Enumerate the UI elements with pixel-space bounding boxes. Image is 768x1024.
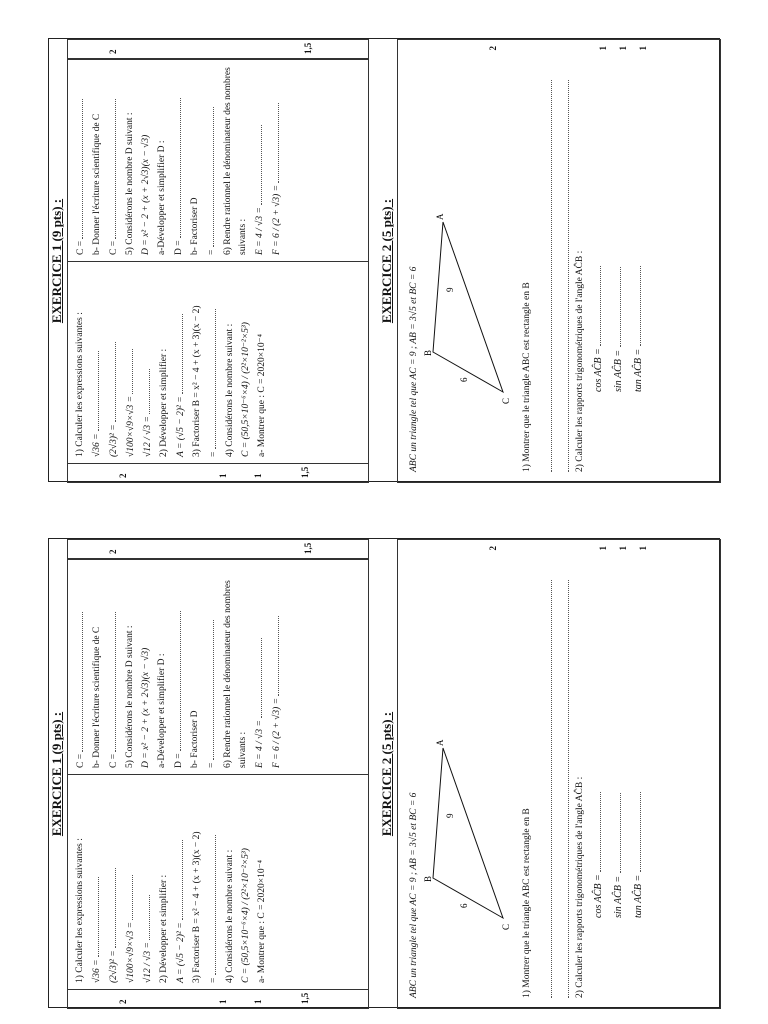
points-label: 1 [598, 46, 608, 51]
points-column-right [68, 40, 368, 59]
expression: C = (50,5×10⁻⁶×4) / (2²×10⁻²×5³) [241, 322, 251, 457]
expression: A = (√5 − 2)² = [176, 919, 186, 983]
points-label: 2 [108, 549, 118, 554]
points-label: 1,5 [300, 992, 310, 1004]
side-length-cb: 6 [459, 903, 469, 908]
sub-question: a-Développer et simplifier D : [157, 140, 167, 255]
expression: (2√3)² = [109, 421, 119, 457]
sub-question: b- Donner l'écriture scientifique de C [92, 113, 102, 255]
expression: E = 4 / √3 = [255, 204, 265, 255]
points-label: 1 [618, 46, 628, 51]
triangle-figure [423, 212, 513, 412]
points-label: 2 [108, 49, 118, 54]
points-label: 1 [618, 546, 628, 551]
vertex-label-a: A [435, 739, 445, 746]
triangle-figure [423, 738, 513, 938]
exercise-1-column-2 [68, 59, 368, 261]
points-label: 1 [218, 473, 228, 478]
sin-ratio: sin AĈB = [613, 347, 624, 392]
expression: √12 / √3 = [143, 939, 153, 983]
sub-question: b- Factoriser D [190, 197, 200, 255]
points-label: 1,5 [303, 42, 313, 54]
expression: D = x² − 2 + (x + 2√3)(x − √3) [141, 647, 151, 768]
answer-line: = [207, 760, 217, 768]
expression: √100×√9×√3 = [126, 393, 136, 457]
expression: √100×√9×√3 = [126, 919, 136, 983]
answer-line: C = [109, 751, 119, 768]
points-label: 1 [253, 999, 263, 1004]
sub-question: a- Montrer que : C = 2020×10⁻⁴ [257, 334, 267, 457]
question-6: 6) Rendre rationnel le dénominateur des nombres suivants : [223, 580, 248, 768]
exercise-1-title: EXERCICE 1 (9 pts) : [49, 711, 64, 837]
question-6: 6) Rendre rationnel le dénominateur des nombres suivants : [223, 67, 248, 255]
answer-line [539, 80, 552, 472]
sub-question: b- Donner l'écriture scientifique de C [92, 626, 102, 768]
exercise-2 [379, 539, 721, 1009]
answer-line [556, 580, 569, 998]
exercise-2-question-2: 2) Calculer les rapports trigonométriques de l'angle AĈB : [575, 250, 585, 472]
cos-ratio: cos AĈB = [593, 345, 604, 392]
exercise-1-column-1 [68, 774, 368, 989]
points-label: 1 [638, 46, 648, 51]
question-2: 2) Développer et simplifier : [159, 348, 169, 457]
answer-line: = [207, 247, 217, 255]
side-length-ba: 9 [445, 813, 455, 818]
expression: √12 / √3 = [143, 413, 153, 457]
question-5: 5) Considérons le nombre D suivant : [125, 112, 135, 255]
answer-line: = [209, 449, 219, 457]
points-label: 2 [118, 473, 128, 478]
exercise-1-title: EXERCICE 1 (9 pts) : [49, 198, 64, 324]
tan-ratio: tan AĈB = [633, 872, 644, 918]
exercise-2 [379, 39, 721, 483]
exercise-2-title: EXERCICE 2 (5 pts) : [379, 198, 394, 324]
expression: (2√3)² = [109, 947, 119, 983]
points-column-left [68, 463, 368, 482]
question-1: 1) Calculer les expressions suivantes : [75, 838, 85, 983]
vertex-label-b: B [423, 349, 433, 356]
expression: √36 = [92, 431, 102, 457]
points-label: 2 [488, 46, 498, 51]
question-4: 4) Considérons le nombre suivant : [225, 849, 235, 983]
exam-copy-top [48, 38, 720, 482]
answer-line [556, 80, 569, 472]
expression: √36 = [92, 957, 102, 983]
exercise-2-question-1: 1) Montrer que le triangle ABC est rectangle en B [522, 282, 532, 472]
exercise-2-intro: ABC un triangle tel que AC = 9 ; AB = 3√5 et BC = 6 [409, 792, 419, 998]
expression: F = 6 / (2 + √3) = [272, 695, 282, 768]
exercise-1-column-1 [68, 261, 368, 463]
answer-line: C = [76, 751, 86, 768]
vertex-label-a: A [435, 213, 445, 220]
side-length-cb: 6 [459, 377, 469, 382]
sub-question: a- Montrer que : C = 2020×10⁻⁴ [257, 860, 267, 983]
points-label: 1 [218, 999, 228, 1004]
question-1: 1) Calculer les expressions suivantes : [75, 312, 85, 457]
sin-ratio: sin AĈB = [613, 873, 624, 918]
exam-copy-bottom [48, 538, 720, 1008]
points-column-left [68, 989, 368, 1008]
side-length-ba: 9 [445, 287, 455, 292]
answer-line: C = [76, 238, 86, 255]
points-label: 1 [253, 473, 263, 478]
tan-ratio: tan AĈB = [633, 346, 644, 392]
expression: F = 6 / (2 + √3) = [272, 182, 282, 255]
expression: A = (√5 − 2)² = [176, 393, 186, 457]
points-column-right [68, 540, 368, 559]
answer-line: D = [174, 751, 184, 768]
question-3: 3) Factoriser B = x² − 4 + (x + 3)(x − 2) [192, 831, 202, 983]
question-5: 5) Considérons le nombre D suivant : [125, 625, 135, 768]
answer-line: C = [109, 238, 119, 255]
points-label: 2 [118, 999, 128, 1004]
vertex-label-c: C [501, 397, 511, 404]
vertex-label-b: B [423, 875, 433, 882]
expression: E = 4 / √3 = [255, 717, 265, 768]
exercise-2-title: EXERCICE 2 (5 pts) : [379, 711, 394, 837]
exercise-1 [49, 39, 369, 483]
exercise-2-intro: ABC un triangle tel que AC = 9 ; AB = 3√5 et BC = 6 [409, 266, 419, 472]
exercise-2-question-1: 1) Montrer que le triangle ABC est rectangle en B [522, 808, 532, 998]
expression: D = x² − 2 + (x + 2√3)(x − √3) [141, 134, 151, 255]
exercise-1-column-2 [68, 559, 368, 774]
points-label: 1,5 [300, 466, 310, 478]
question-2: 2) Développer et simplifier : [159, 874, 169, 983]
sub-question: b- Factoriser D [190, 710, 200, 768]
question-4: 4) Considérons le nombre suivant : [225, 323, 235, 457]
points-label: 1 [598, 546, 608, 551]
points-label: 1 [638, 546, 648, 551]
exercise-2-question-2: 2) Calculer les rapports trigonométriques de l'angle AĈB : [575, 776, 585, 998]
answer-line: D = [174, 238, 184, 255]
cos-ratio: cos AĈB = [593, 871, 604, 918]
sub-question: a-Développer et simplifier D : [157, 653, 167, 768]
expression: C = (50,5×10⁻⁶×4) / (2²×10⁻²×5³) [241, 848, 251, 983]
answer-line [539, 580, 552, 998]
question-3: 3) Factoriser B = x² − 4 + (x + 3)(x − 2) [192, 305, 202, 457]
points-label: 1,5 [303, 542, 313, 554]
points-label: 2 [488, 546, 498, 551]
vertex-label-c: C [501, 923, 511, 930]
answer-line: = [209, 975, 219, 983]
exercise-1 [49, 539, 369, 1009]
